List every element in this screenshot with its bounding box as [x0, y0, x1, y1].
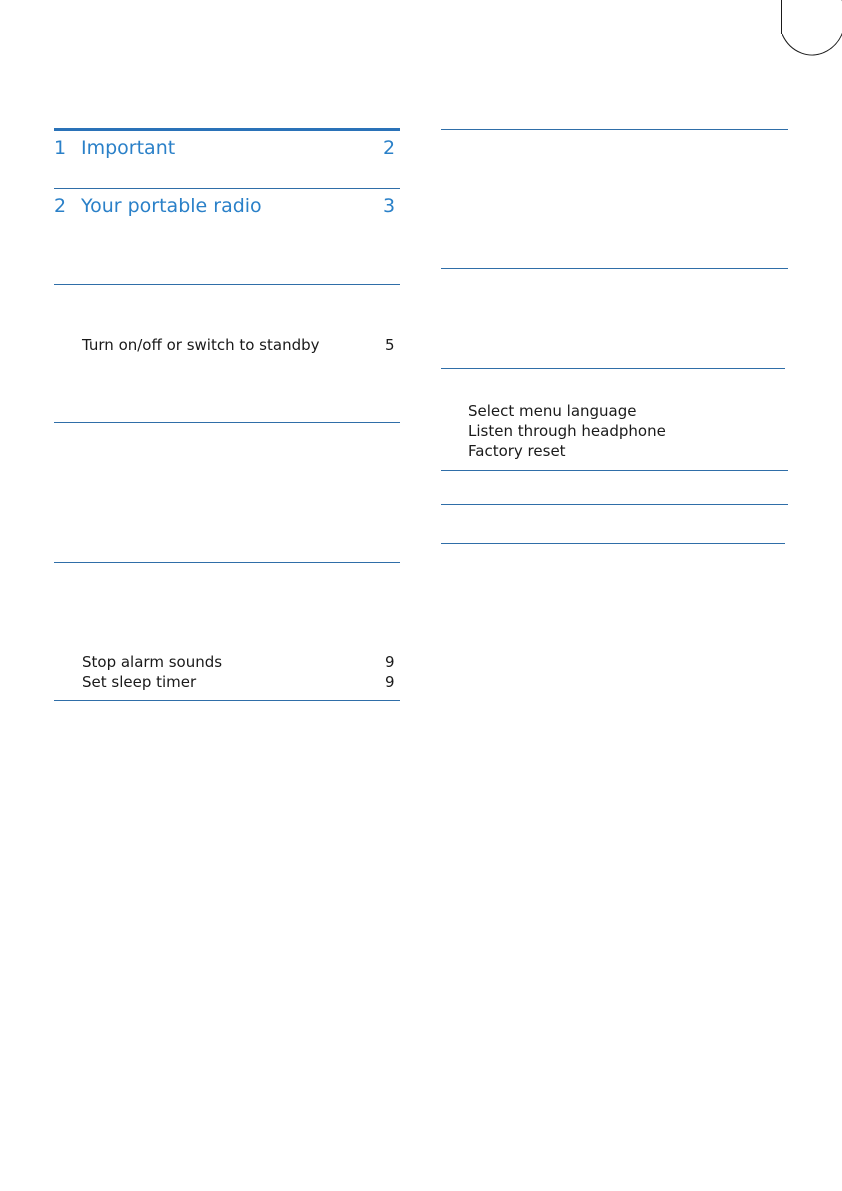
toc-entry-stop-alarm[interactable]: Stop alarm sounds	[82, 653, 223, 671]
section-title: Your portable radio	[81, 195, 262, 217]
toc-entry-factory-reset[interactable]: Factory reset	[468, 442, 566, 460]
section-page: 3	[383, 195, 396, 217]
toc-rule	[441, 129, 788, 130]
toc-entry-page: 9	[385, 673, 395, 691]
toc-rule	[441, 268, 788, 269]
section-number: 1	[54, 137, 67, 159]
section-title: Important	[81, 137, 176, 159]
toc-rule	[54, 188, 400, 189]
toc-entry-page: 5	[385, 336, 395, 354]
toc-top-rule	[54, 128, 400, 131]
section-number: 2	[54, 195, 67, 217]
toc-entry-select-menu-language[interactable]: Select menu language	[468, 402, 637, 420]
toc-entry-turn-on-off[interactable]: Turn on/off or switch to standby	[82, 336, 320, 354]
toc-entry-listen-through-headphone[interactable]: Listen through headphone	[468, 422, 666, 440]
toc-section-important[interactable]	[54, 137, 400, 163]
toc-entry-page: 9	[385, 653, 395, 671]
toc-entry-sleep-timer[interactable]: Set sleep timer	[82, 673, 197, 691]
toc-rule	[441, 368, 785, 369]
toc-rule	[441, 470, 788, 471]
toc-rule	[441, 543, 785, 544]
toc-rule	[54, 700, 400, 701]
toc-rule	[54, 422, 400, 423]
toc-rule	[54, 562, 400, 563]
toc-section-your-portable-radio[interactable]	[54, 195, 400, 221]
section-page: 2	[383, 137, 396, 159]
crop-mark-arc	[782, 0, 842, 60]
toc-rule	[54, 284, 400, 285]
toc-rule	[441, 504, 788, 505]
